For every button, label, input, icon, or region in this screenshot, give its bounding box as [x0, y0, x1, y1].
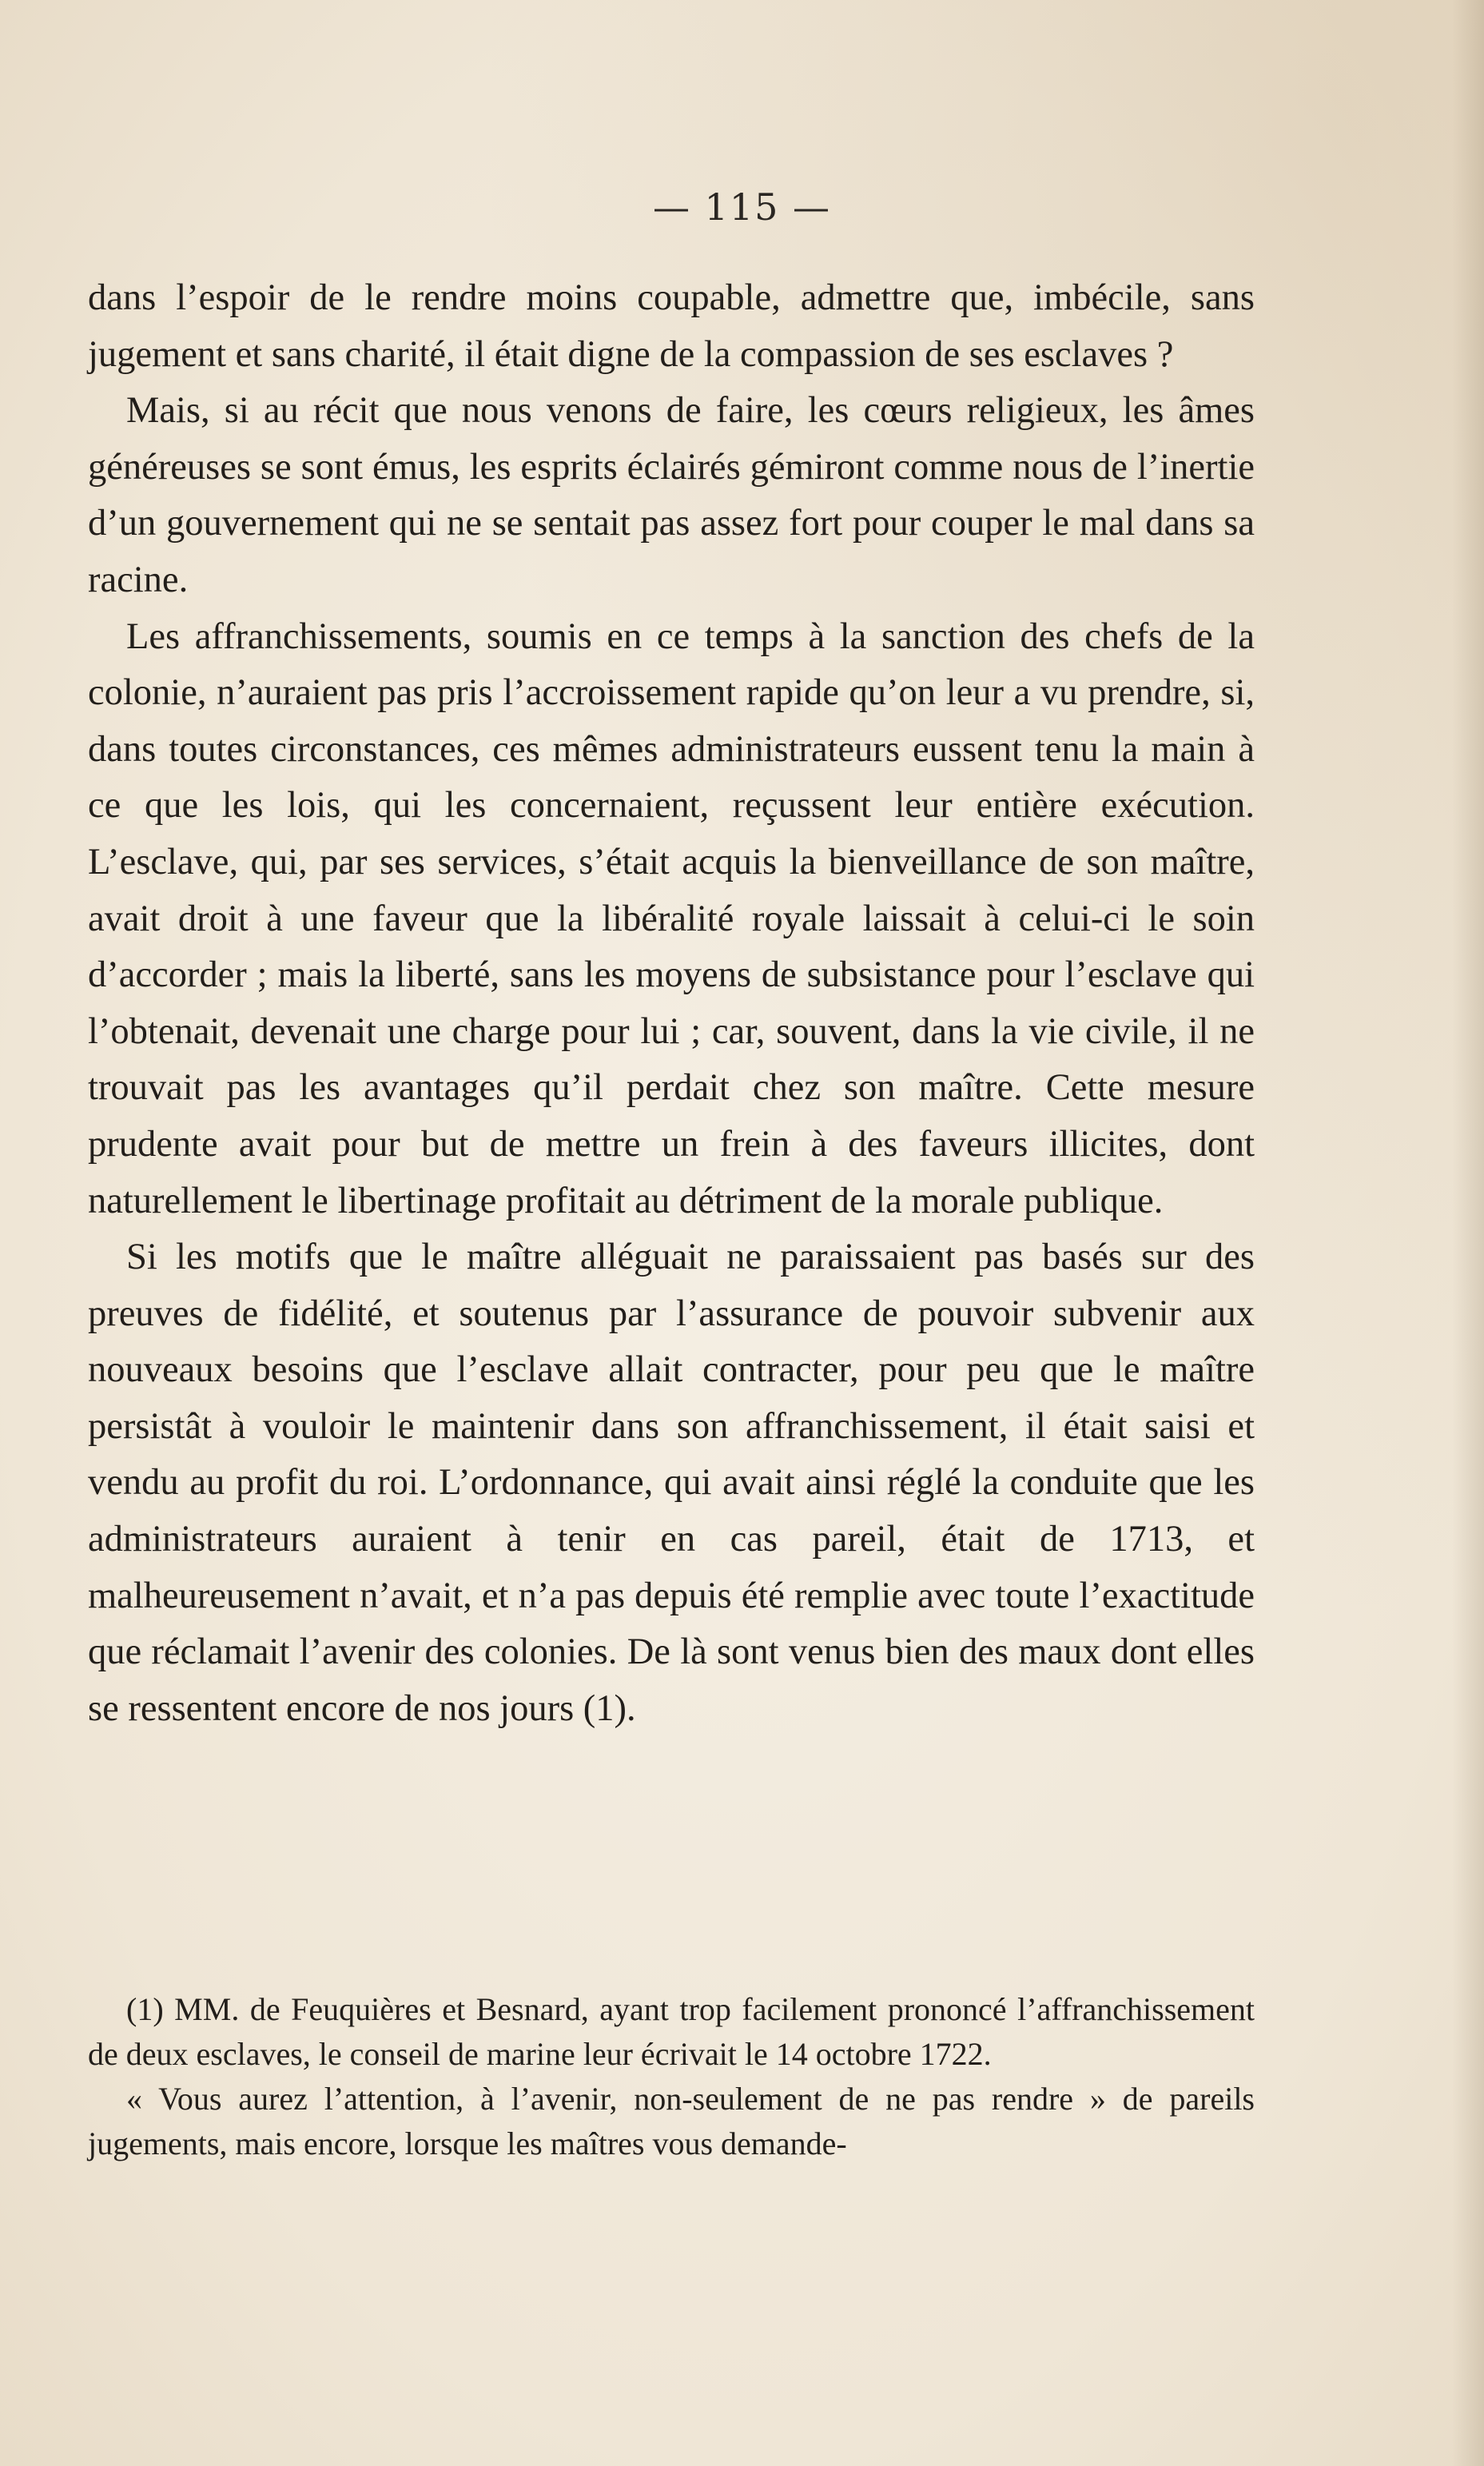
footnote-1: (1) MM. de Feuquières et Besnard, ayant trop facilement prononcé l’affranchissement de deux esclaves, le conseil de marine leur écrivait le 14 octobre 1722. [88, 1991, 1255, 2072]
paragraph-4: Si les motifs que le maître alléguait ne paraissaient pas basés sur des preuves de fidélité, et soutenus par l’assurance de pouvoir subvenir aux nouveaux besoins que l’esclave allait contracter, pour peu que le maître persistât à vouloir le maintenir dans son affranchissement, il était saisi et vendu au profit du roi. L’ordonnance, qui avait ainsi réglé la conduite que les administrateurs auraient à tenir en cas pareil, était de 1713, et malheureusement n’avait, et n’a pas depuis été remplie avec toute l’exactitude que réclamait l’avenir des colonies. De là sont venus bien des maux dont elles se ressentent encore de nos jours (1). [88, 1237, 1255, 1729]
paragraph-1: dans l’espoir de le rendre moins coupable, admettre que, imbécile, sans jugement et sans charité, il était digne de la compassion de ses esclaves ? [88, 277, 1255, 375]
page-number: — 115 — [652, 185, 832, 229]
main-text [88, 270, 1255, 1737]
footnote-1-continuation: « Vous aurez l’attention, à l’avenir, non-seulement de ne pas rendre » de pareils jugements, mais encore, lorsque les maîtres vous demande- [88, 2081, 1255, 2161]
paragraph-2: Mais, si au récit que nous venons de faire, les cœurs religieux, les âmes généreuses se sont émus, les esprits éclairés gémiront comme nous de l’inertie d’un gouvernement qui ne se sentait pas assez fort pour couper le mal dans sa racine. [88, 390, 1255, 600]
footnotes [88, 1987, 1255, 2166]
paragraph-3: Les affranchissements, soumis en ce temps à la sanction des chefs de la colonie, n’auraient pas pris l’accroissement rapide qu’on leur a vu prendre, si, dans toutes circonstances, ces mêmes administrateurs eussent tenu la main à ce que les lois, qui les concernaient, reçussent leur entière exécution. L’esclave, qui, par ses services, s’était acquis la bienveillance de son maître, avait droit à une faveur que la libéralité royale laissait à celui-ci le soin d’accorder ; mais la liberté, sans les moyens de subsistance pour l’esclave qui l’obtenait, devenait une charge pour lui ; car, souvent, dans la vie civile, il ne trouvait pas les avantages qu’il perdait chez son maître. Cette mesure prudente avait pour but de mettre un frein à des faveurs illicites, dont naturellement le libertinage profitait au détriment de la morale publique. [88, 616, 1255, 1221]
page-edge-shadow [1452, 0, 1484, 2466]
